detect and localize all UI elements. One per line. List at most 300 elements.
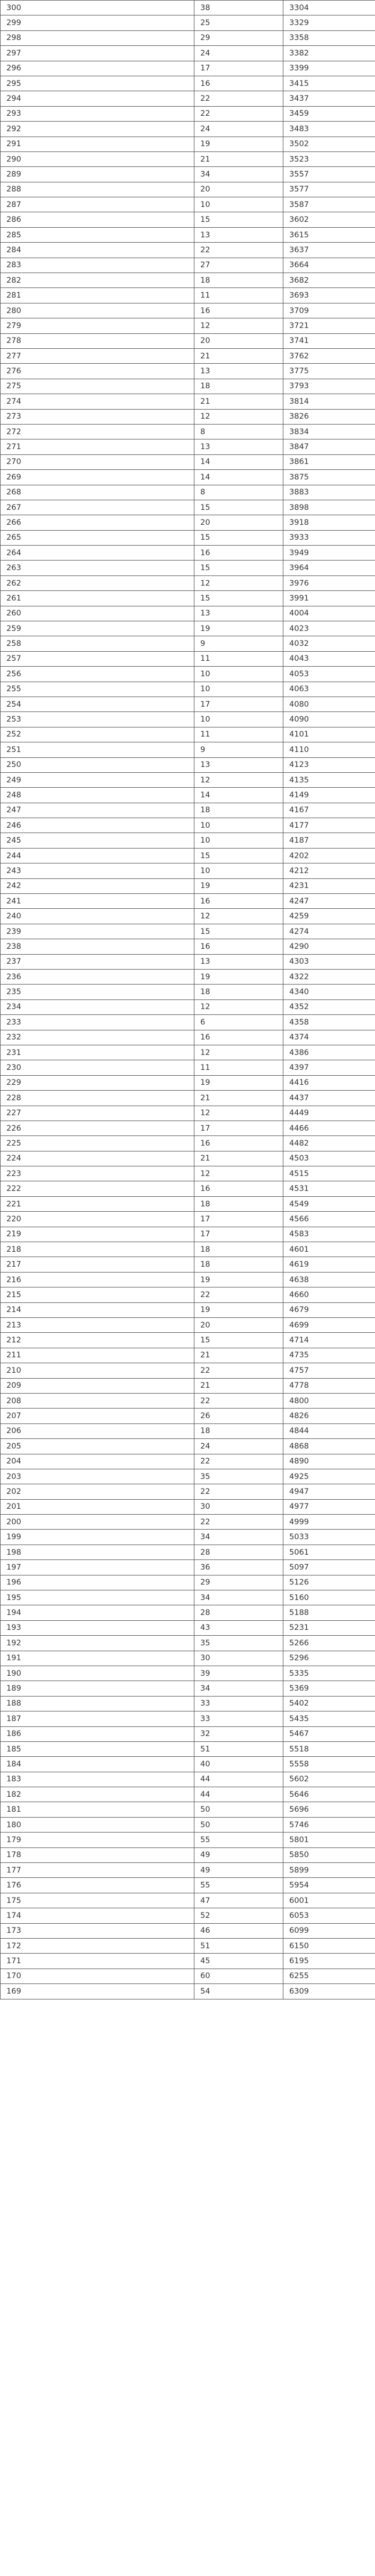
table-row (1, 591, 375, 606)
table-row (1, 1787, 375, 1802)
table-row (1, 137, 375, 151)
cumulative-cell: 4023 (283, 621, 375, 636)
score-cell: 170 (1, 1969, 194, 1983)
count-cell: 18 (194, 803, 283, 818)
score-cell: 174 (1, 1908, 194, 1923)
score-cell: 196 (1, 1575, 194, 1590)
table-row (1, 742, 375, 757)
table-row (1, 76, 375, 91)
score-cell: 171 (1, 1954, 194, 1969)
score-cell: 266 (1, 515, 194, 530)
count-cell: 22 (194, 243, 283, 258)
score-cell: 256 (1, 667, 194, 682)
table-row (1, 1196, 375, 1211)
score-cell: 269 (1, 470, 194, 485)
table-row (1, 1393, 375, 1408)
table-row (1, 46, 375, 61)
table-row (1, 1227, 375, 1242)
score-cell: 182 (1, 1787, 194, 1802)
score-cell: 197 (1, 1560, 194, 1575)
score-cell: 221 (1, 1196, 194, 1211)
count-cell: 21 (194, 1378, 283, 1393)
count-cell: 20 (194, 515, 283, 530)
cumulative-cell: 4397 (283, 1060, 375, 1075)
score-cell: 206 (1, 1423, 194, 1438)
cumulative-cell: 4437 (283, 1091, 375, 1106)
cumulative-cell: 3898 (283, 500, 375, 515)
cumulative-cell: 5126 (283, 1575, 375, 1590)
table-row (1, 1590, 375, 1605)
count-cell: 20 (194, 1317, 283, 1332)
cumulative-cell: 5160 (283, 1590, 375, 1605)
score-cell: 273 (1, 409, 194, 424)
cumulative-cell: 4890 (283, 1454, 375, 1469)
cumulative-cell: 3861 (283, 454, 375, 469)
table-row (1, 1317, 375, 1332)
cumulative-cell: 5801 (283, 1833, 375, 1847)
cumulative-cell: 3834 (283, 424, 375, 439)
score-cell: 255 (1, 682, 194, 697)
score-cell: 183 (1, 1772, 194, 1787)
cumulative-cell: 3329 (283, 15, 375, 30)
count-cell: 49 (194, 1847, 283, 1862)
score-cell: 290 (1, 151, 194, 166)
score-cell: 252 (1, 727, 194, 742)
table-row (1, 1409, 375, 1423)
table-row (1, 1726, 375, 1741)
table-row (1, 409, 375, 424)
count-cell: 34 (194, 1530, 283, 1545)
cumulative-cell: 3664 (283, 258, 375, 273)
count-cell: 16 (194, 894, 283, 909)
count-cell: 13 (194, 364, 283, 379)
count-cell: 10 (194, 667, 283, 682)
count-cell: 34 (194, 1590, 283, 1605)
count-cell: 40 (194, 1757, 283, 1772)
cumulative-cell: 4947 (283, 1484, 375, 1499)
count-cell: 22 (194, 1515, 283, 1530)
cumulative-cell: 5850 (283, 1847, 375, 1862)
cumulative-cell: 4080 (283, 697, 375, 711)
cumulative-cell: 5335 (283, 1666, 375, 1681)
count-cell: 54 (194, 1984, 283, 1999)
score-cell: 230 (1, 1060, 194, 1075)
cumulative-cell: 6150 (283, 1939, 375, 1954)
cumulative-cell: 4868 (283, 1439, 375, 1454)
table-row (1, 1939, 375, 1954)
count-cell: 22 (194, 1393, 283, 1408)
table-row (1, 1741, 375, 1756)
cumulative-cell: 3523 (283, 151, 375, 166)
table-row (1, 1802, 375, 1817)
score-cell: 213 (1, 1317, 194, 1332)
cumulative-cell: 4004 (283, 606, 375, 621)
cumulative-cell: 5602 (283, 1772, 375, 1787)
score-cell: 199 (1, 1530, 194, 1545)
score-cell: 257 (1, 651, 194, 666)
score-cell: 205 (1, 1439, 194, 1454)
table-row (1, 1378, 375, 1393)
score-cell: 292 (1, 122, 194, 137)
table-row (1, 1984, 375, 1999)
score-cell: 222 (1, 1181, 194, 1196)
score-cell: 262 (1, 575, 194, 590)
score-cell: 210 (1, 1363, 194, 1378)
count-cell: 13 (194, 227, 283, 242)
count-cell: 16 (194, 939, 283, 954)
table-row (1, 530, 375, 545)
table-row (1, 1015, 375, 1030)
count-cell: 11 (194, 651, 283, 666)
cumulative-cell: 6309 (283, 1984, 375, 1999)
table-row (1, 15, 375, 30)
table-row (1, 500, 375, 515)
table-row (1, 122, 375, 137)
cumulative-cell: 3682 (283, 273, 375, 288)
table-row (1, 1833, 375, 1847)
cumulative-cell: 6255 (283, 1969, 375, 1983)
score-cell: 203 (1, 1469, 194, 1484)
table-row (1, 1060, 375, 1075)
table-row (1, 303, 375, 318)
count-cell: 11 (194, 288, 283, 303)
count-cell: 28 (194, 1605, 283, 1620)
table-row (1, 818, 375, 833)
table-row (1, 788, 375, 803)
cumulative-cell: 4826 (283, 1409, 375, 1423)
count-cell: 24 (194, 122, 283, 137)
table-row (1, 1423, 375, 1438)
count-cell: 13 (194, 439, 283, 454)
score-cell: 246 (1, 818, 194, 833)
table-row (1, 243, 375, 258)
count-cell: 19 (194, 878, 283, 893)
table-row (1, 999, 375, 1014)
count-cell: 35 (194, 1636, 283, 1651)
cumulative-cell: 4187 (283, 833, 375, 848)
table-row (1, 833, 375, 848)
count-cell: 20 (194, 182, 283, 197)
score-cell: 195 (1, 1590, 194, 1605)
cumulative-cell: 3557 (283, 167, 375, 182)
score-cell: 254 (1, 697, 194, 711)
count-cell: 24 (194, 1439, 283, 1454)
cumulative-cell: 4290 (283, 939, 375, 954)
count-cell: 22 (194, 1287, 283, 1302)
count-cell: 50 (194, 1802, 283, 1817)
table-row (1, 1560, 375, 1575)
count-cell: 24 (194, 46, 283, 61)
score-cell: 207 (1, 1409, 194, 1423)
cumulative-cell: 4999 (283, 1515, 375, 1530)
count-cell: 16 (194, 1030, 283, 1045)
score-cell: 247 (1, 803, 194, 818)
score-cell: 278 (1, 333, 194, 348)
score-cell: 217 (1, 1257, 194, 1272)
count-cell: 12 (194, 318, 283, 333)
count-cell: 43 (194, 1620, 283, 1635)
score-cell: 283 (1, 258, 194, 273)
score-cell: 200 (1, 1515, 194, 1530)
score-cell: 282 (1, 273, 194, 288)
score-cell: 260 (1, 606, 194, 621)
count-cell: 51 (194, 1741, 283, 1756)
count-cell: 11 (194, 1060, 283, 1075)
count-cell: 8 (194, 424, 283, 439)
cumulative-cell: 4322 (283, 970, 375, 985)
cumulative-cell: 3991 (283, 591, 375, 606)
table-row (1, 1620, 375, 1635)
score-cell: 253 (1, 712, 194, 727)
table-row (1, 1817, 375, 1832)
cumulative-cell: 3826 (283, 409, 375, 424)
score-cell: 294 (1, 91, 194, 106)
score-cell: 291 (1, 137, 194, 151)
table-row (1, 394, 375, 409)
table-row (1, 91, 375, 106)
cumulative-cell: 4340 (283, 985, 375, 999)
score-cell: 188 (1, 1696, 194, 1711)
score-cell: 239 (1, 924, 194, 939)
table-row (1, 682, 375, 697)
cumulative-cell: 3775 (283, 364, 375, 379)
count-cell: 12 (194, 909, 283, 924)
cumulative-cell: 4638 (283, 1272, 375, 1287)
score-cell: 276 (1, 364, 194, 379)
cumulative-cell: 3709 (283, 303, 375, 318)
table-row (1, 1847, 375, 1862)
score-cell: 228 (1, 1091, 194, 1106)
score-cell: 251 (1, 742, 194, 757)
score-cell: 201 (1, 1499, 194, 1514)
cumulative-cell: 5746 (283, 1817, 375, 1832)
table-row (1, 697, 375, 711)
table-row (1, 106, 375, 121)
table-row (1, 197, 375, 212)
score-cell: 176 (1, 1878, 194, 1893)
cumulative-cell: 5097 (283, 1560, 375, 1575)
cumulative-cell: 4566 (283, 1212, 375, 1227)
count-cell: 18 (194, 1423, 283, 1438)
count-cell: 49 (194, 1863, 283, 1878)
count-cell: 15 (194, 561, 283, 575)
cumulative-cell: 6053 (283, 1908, 375, 1923)
score-cell: 215 (1, 1287, 194, 1302)
score-cell: 263 (1, 561, 194, 575)
cumulative-cell: 6195 (283, 1954, 375, 1969)
score-cell: 267 (1, 500, 194, 515)
table-row (1, 515, 375, 530)
count-cell: 28 (194, 1545, 283, 1559)
score-cell: 194 (1, 1605, 194, 1620)
score-cell: 186 (1, 1726, 194, 1741)
table-row (1, 1151, 375, 1166)
count-cell: 15 (194, 530, 283, 545)
score-cell: 277 (1, 348, 194, 363)
count-cell: 29 (194, 30, 283, 45)
score-cell: 271 (1, 439, 194, 454)
cumulative-cell: 3615 (283, 227, 375, 242)
cumulative-cell: 3577 (283, 182, 375, 197)
score-cell: 248 (1, 788, 194, 803)
count-cell: 19 (194, 970, 283, 985)
cumulative-cell: 5061 (283, 1545, 375, 1559)
score-cell: 298 (1, 30, 194, 45)
score-cell: 238 (1, 939, 194, 954)
cumulative-cell: 4466 (283, 1121, 375, 1135)
cumulative-cell: 4601 (283, 1242, 375, 1257)
cumulative-cell: 4247 (283, 894, 375, 909)
table-row (1, 1272, 375, 1287)
score-cell: 177 (1, 1863, 194, 1878)
cumulative-cell: 4032 (283, 636, 375, 651)
cumulative-cell: 4449 (283, 1106, 375, 1121)
count-cell: 18 (194, 1242, 283, 1257)
cumulative-cell: 3502 (283, 137, 375, 151)
cumulative-cell: 5402 (283, 1696, 375, 1711)
table-row (1, 1575, 375, 1590)
count-cell: 22 (194, 1363, 283, 1378)
score-cell: 178 (1, 1847, 194, 1862)
count-cell: 55 (194, 1833, 283, 1847)
table-row (1, 1923, 375, 1938)
count-cell: 15 (194, 1333, 283, 1348)
score-cell: 209 (1, 1378, 194, 1393)
cumulative-cell: 4714 (283, 1333, 375, 1348)
table-row (1, 1893, 375, 1908)
score-cell: 295 (1, 76, 194, 91)
cumulative-cell: 5467 (283, 1726, 375, 1741)
table-row (1, 30, 375, 45)
table-row (1, 1878, 375, 1893)
table-row (1, 61, 375, 76)
cumulative-cell: 5558 (283, 1757, 375, 1772)
score-cell: 187 (1, 1711, 194, 1726)
table-row (1, 546, 375, 561)
count-cell: 15 (194, 500, 283, 515)
count-cell: 50 (194, 1817, 283, 1832)
cumulative-cell: 4231 (283, 878, 375, 893)
score-cell: 293 (1, 106, 194, 121)
table-row (1, 1711, 375, 1726)
table-row (1, 561, 375, 575)
score-cell: 286 (1, 212, 194, 227)
table-row (1, 575, 375, 590)
table-row (1, 651, 375, 666)
table-row (1, 1651, 375, 1666)
count-cell: 8 (194, 485, 283, 500)
count-cell: 10 (194, 197, 283, 212)
table-row (1, 1636, 375, 1651)
count-cell: 19 (194, 1272, 283, 1287)
score-cell: 259 (1, 621, 194, 636)
cumulative-cell: 4374 (283, 1030, 375, 1045)
table-row (1, 606, 375, 621)
cumulative-cell: 4303 (283, 954, 375, 969)
count-cell: 19 (194, 1075, 283, 1090)
count-cell: 15 (194, 591, 283, 606)
score-cell: 274 (1, 394, 194, 409)
count-cell: 30 (194, 1651, 283, 1666)
table-row (1, 1348, 375, 1363)
score-cell: 172 (1, 1939, 194, 1954)
score-cell: 224 (1, 1151, 194, 1166)
cumulative-cell: 3964 (283, 561, 375, 575)
count-cell: 13 (194, 606, 283, 621)
table-row (1, 1136, 375, 1151)
cumulative-cell: 3918 (283, 515, 375, 530)
cumulative-cell: 5296 (283, 1651, 375, 1666)
score-cell: 231 (1, 1045, 194, 1060)
table-row (1, 1439, 375, 1454)
cumulative-cell: 5518 (283, 1741, 375, 1756)
score-cell: 300 (1, 1, 194, 15)
score-cell: 204 (1, 1454, 194, 1469)
score-cell: 214 (1, 1302, 194, 1317)
count-cell: 16 (194, 1181, 283, 1196)
cumulative-cell: 3358 (283, 30, 375, 45)
table-row (1, 470, 375, 485)
cumulative-cell: 4800 (283, 1393, 375, 1408)
cumulative-cell: 4063 (283, 682, 375, 697)
score-cell: 237 (1, 954, 194, 969)
cumulative-cell: 6001 (283, 1893, 375, 1908)
table-row (1, 258, 375, 273)
score-cell: 190 (1, 1666, 194, 1681)
cumulative-cell: 3933 (283, 530, 375, 545)
score-cell: 249 (1, 772, 194, 787)
score-cell: 240 (1, 909, 194, 924)
cumulative-cell: 3883 (283, 485, 375, 500)
score-cell: 180 (1, 1817, 194, 1832)
score-cell: 299 (1, 15, 194, 30)
count-cell: 10 (194, 682, 283, 697)
count-cell: 44 (194, 1787, 283, 1802)
count-cell: 17 (194, 1227, 283, 1242)
cumulative-cell: 4135 (283, 772, 375, 787)
table-row (1, 1681, 375, 1696)
count-cell: 21 (194, 1348, 283, 1363)
cumulative-cell: 4515 (283, 1166, 375, 1181)
score-cell: 225 (1, 1136, 194, 1151)
score-cell: 258 (1, 636, 194, 651)
table-row (1, 273, 375, 288)
count-cell: 18 (194, 1196, 283, 1211)
count-cell: 51 (194, 1939, 283, 1954)
count-cell: 27 (194, 258, 283, 273)
table-row (1, 970, 375, 985)
score-cell: 236 (1, 970, 194, 985)
score-cell: 216 (1, 1272, 194, 1287)
count-cell: 22 (194, 1484, 283, 1499)
score-cell: 220 (1, 1212, 194, 1227)
score-cell: 169 (1, 1984, 194, 1999)
count-cell: 17 (194, 1212, 283, 1227)
score-cell: 280 (1, 303, 194, 318)
count-cell: 16 (194, 546, 283, 561)
cumulative-cell: 4358 (283, 1015, 375, 1030)
count-cell: 19 (194, 137, 283, 151)
table-row (1, 1045, 375, 1060)
count-cell: 38 (194, 1, 283, 15)
cumulative-cell: 4925 (283, 1469, 375, 1484)
cumulative-cell: 4416 (283, 1075, 375, 1090)
table-row (1, 727, 375, 742)
table-row (1, 1106, 375, 1121)
score-cell: 287 (1, 197, 194, 212)
table-row (1, 939, 375, 954)
cumulative-cell: 3762 (283, 348, 375, 363)
